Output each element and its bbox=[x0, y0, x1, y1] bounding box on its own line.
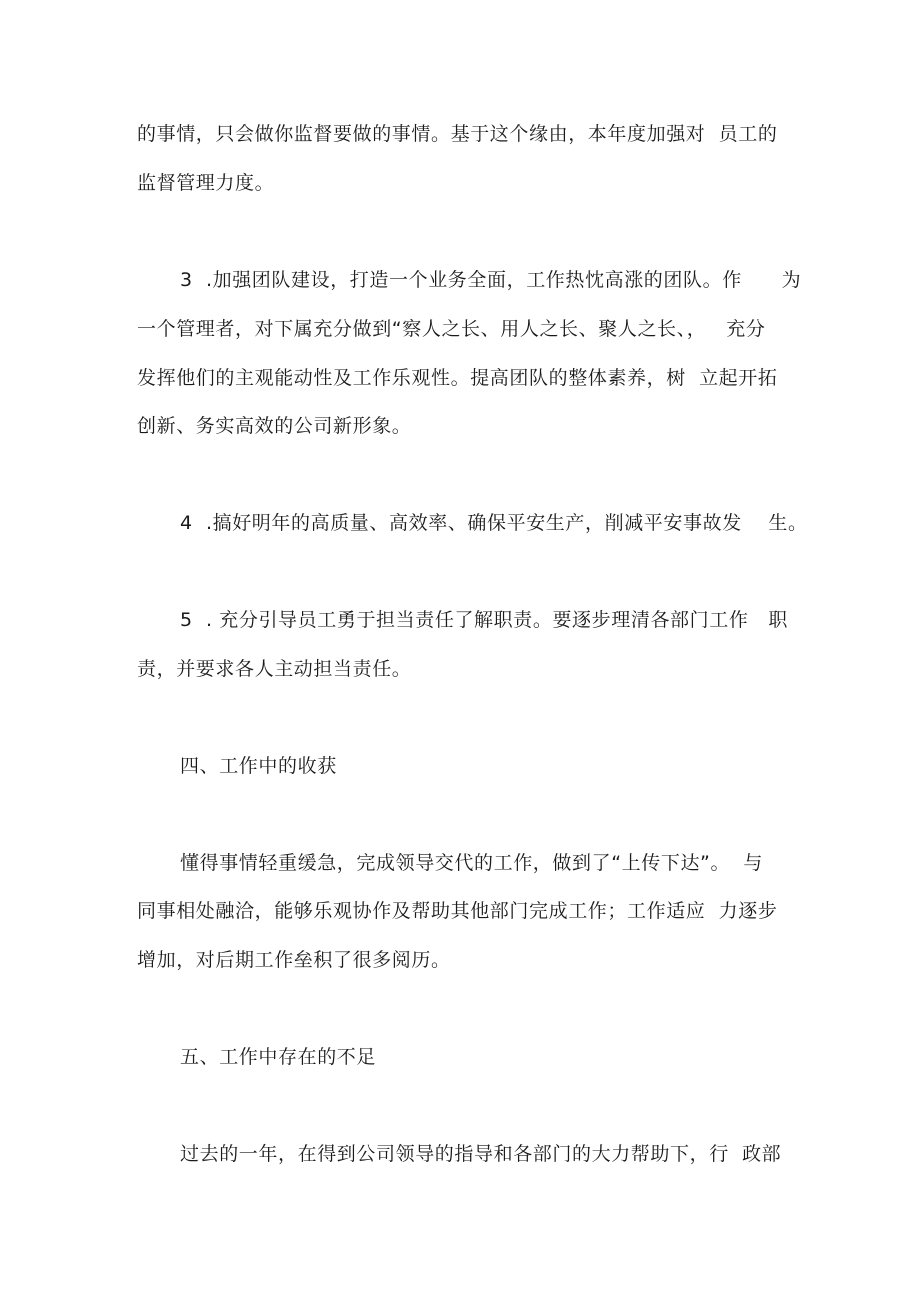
paragraph-line: 过去的一年，在得到公司领导的指导和各部门的大力帮助下，行 政部 bbox=[180, 1143, 782, 1165]
paragraph-line: 增加，对后期工作垒积了很多阅历。 bbox=[137, 949, 451, 971]
paragraph-line: 发挥他们的主观能动性及工作乐观性。提高团队的整体素养，树 立起开拓 bbox=[137, 367, 778, 389]
paragraph-line: 责，并要求各人主动担当责任。 bbox=[137, 658, 412, 680]
section-heading: 五、工作中存在的不足 bbox=[180, 1046, 377, 1068]
list-item-5-line: 5 . 充分引导员工勇于担当责任了解职责。要逐步理清各部门工作 职 bbox=[180, 609, 788, 631]
paragraph-line: 监督管理力度。 bbox=[137, 172, 275, 194]
section-heading: 四、工作中的收获 bbox=[180, 755, 337, 777]
paragraph-line: 懂得事情轻重缓急，完成领导交代的工作，做到了“上传下达”。 与 bbox=[180, 852, 763, 874]
paragraph-line: 的事情，只会做你监督要做的事情。基于这个缘由，本年度加强对 员工的 bbox=[137, 123, 778, 145]
list-item-4-line: 4 .搞好明年的高质量、高效率、确保平安生产，削减平安事故发 生。 bbox=[180, 512, 808, 534]
list-item-3-line: 3 .加强团队建设，打造一个业务全面，工作热忱高涨的团队。作 为 bbox=[180, 269, 802, 291]
paragraph-line: 一个管理者，对下属充分做到“察人之长、用人之长、聚人之长、， 充分 bbox=[137, 318, 766, 340]
paragraph-line: 创新、务实高效的公司新形象。 bbox=[137, 415, 412, 437]
paragraph-line: 同事相处融洽，能够乐观协作及帮助其他部门完成工作；工作适应 力逐步 bbox=[137, 900, 778, 922]
